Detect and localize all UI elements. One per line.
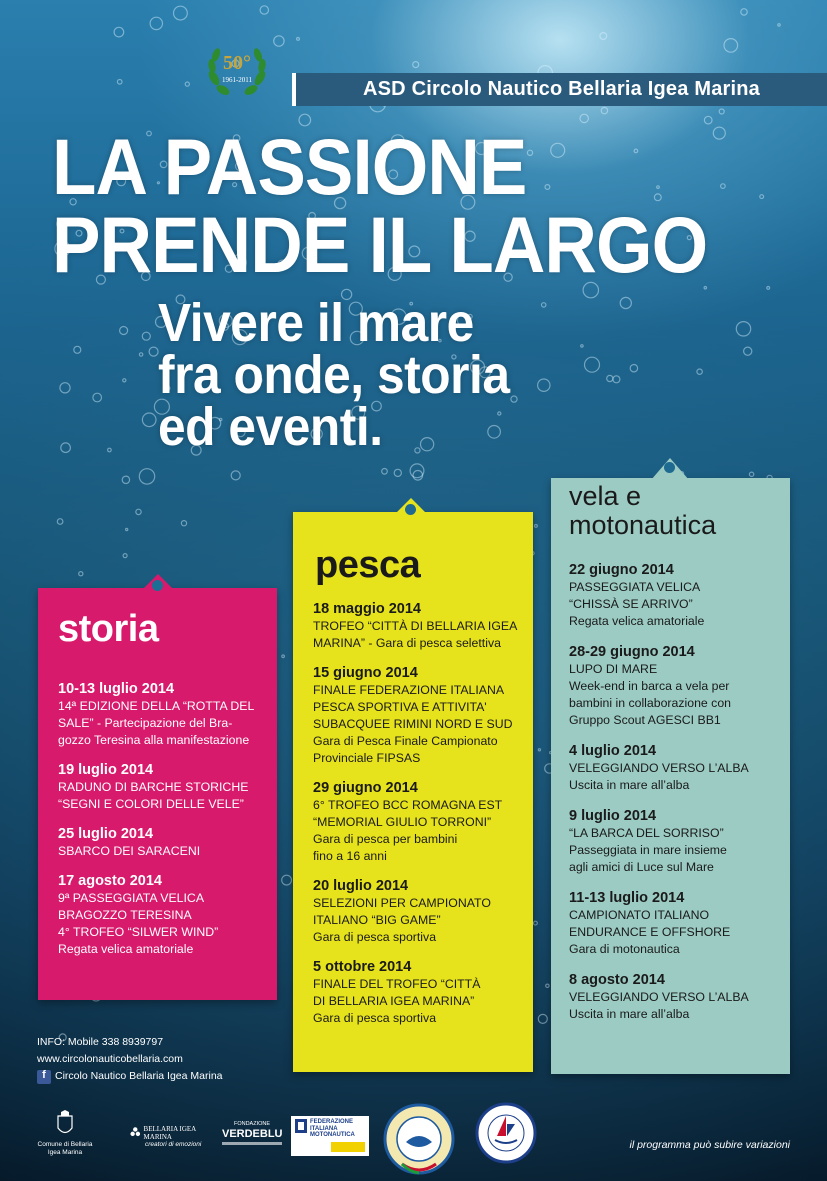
pesca-event-text: TROFEO “CITTÀ DI BELLARIA IGEA: [313, 619, 518, 633]
vela-event: [569, 889, 787, 958]
vela-event-date: 11-13 luglio 2014: [569, 890, 685, 906]
bubble: [601, 107, 607, 113]
bubble: [142, 332, 150, 340]
vela-event-date: 22 giugno 2014: [569, 562, 674, 578]
pesca-event-text: DI BELLARIA IGEA MARINA”: [313, 994, 475, 1008]
storia-event: [58, 680, 273, 749]
storia-tag: [38, 588, 277, 1000]
vela-event-text: bambini in collaborazione con: [569, 696, 732, 710]
headline-line-2: PRENDE IL LARGO: [52, 200, 708, 289]
bubble: [274, 36, 284, 46]
verdeblu-label: VERDEBLU: [222, 1128, 283, 1140]
bubble: [74, 346, 81, 353]
headline-line-1: LA PASSIONE: [52, 122, 527, 211]
pesca-event-text: Gara di pesca per bambini: [313, 832, 458, 846]
vela-event: [569, 807, 787, 876]
bubble: [282, 875, 292, 885]
fim-line-1: FEDERAZIONE: [310, 1119, 354, 1125]
anniversary-number: 50°: [223, 52, 251, 74]
pesca-event: [313, 779, 531, 865]
subheadline-line-1: Vivere il mare: [158, 293, 474, 353]
bubble: [114, 27, 124, 37]
storia-event-text: 4° TROFEO “SILWER WIND”: [58, 925, 219, 939]
bubble: [413, 471, 423, 481]
bubble: [741, 9, 747, 15]
storia-event-text: “SEGNI E COLORI DELLE VELE”: [58, 797, 244, 811]
storia-tag-hole: [152, 580, 163, 591]
bubble: [382, 469, 388, 475]
bubble: [297, 38, 300, 41]
bubble: [123, 554, 127, 558]
fim-emblem-icon: [295, 1119, 307, 1133]
facebook-link[interactable]: [37, 1068, 223, 1085]
fim-line-2: ITALIANA: [310, 1125, 338, 1132]
bubble: [538, 1014, 547, 1023]
vela-event-text: VELEGGIANDO VERSO L’ALBA: [569, 990, 749, 1004]
info-website[interactable]: www.circolonauticobellaria.com: [37, 1053, 183, 1065]
vela-title-line-2: motonautica: [569, 510, 717, 540]
facebook-icon: f: [37, 1070, 51, 1084]
bubble: [231, 471, 240, 480]
bubble: [139, 469, 154, 484]
subheadline: [158, 293, 673, 457]
bellaria-brand: BELLARIA IGEA MARINA: [143, 1125, 196, 1141]
bubble: [122, 476, 129, 483]
bubble: [150, 17, 162, 29]
bubble: [136, 509, 141, 514]
vela-tag: [551, 478, 790, 1074]
bubble: [57, 519, 63, 525]
sponsor-fipsas: [382, 1102, 456, 1176]
vela-event-text: PASSEGGIATA VELICA: [569, 580, 701, 594]
pesca-event-date: 15 giugno 2014: [313, 665, 418, 681]
assonautica-seal-icon: [475, 1102, 537, 1164]
bubble: [260, 6, 268, 14]
pesca-event-date: 5 ottobre 2014: [313, 959, 412, 975]
bellaria-flower-icon: [130, 1126, 141, 1140]
bubble: [174, 6, 188, 20]
vela-event-text: Passeggiata in mare insieme: [569, 843, 727, 857]
bubble: [538, 749, 540, 751]
anniversary-years: 1961-2011: [221, 76, 253, 84]
fipsas-seal-icon: [382, 1102, 456, 1176]
comune-label: Comune di Bellaria Igea Marina: [37, 1141, 93, 1156]
vela-event-text: VELEGGIANDO VERSO L’ALBA: [569, 761, 749, 775]
fim-yellow-stripe: [331, 1142, 365, 1152]
bubble: [736, 322, 750, 336]
vela-event-text: Uscita in mare all’alba: [569, 1007, 690, 1021]
vela-tag-hole: [664, 462, 675, 473]
pesca-event-text: 6° TROFEO BCC ROMAGNA EST: [313, 798, 503, 812]
vela-event-date: 4 luglio 2014: [569, 743, 657, 759]
bubble: [394, 469, 401, 476]
storia-event: [58, 872, 273, 958]
storia-event-text: SALE” - Partecipazione del Bra-: [58, 716, 233, 730]
bubble: [61, 443, 71, 453]
subheadline-line-2: fra onde, storia: [158, 345, 510, 405]
sponsor-fim: [291, 1116, 369, 1156]
pesca-event-text: Gara di pesca sportiva: [313, 1011, 437, 1025]
storia-event: [58, 825, 273, 860]
sponsor-bellaria: [130, 1125, 216, 1149]
storia-event-date: 10-13 luglio 2014: [58, 681, 175, 697]
pesca-event: [313, 600, 531, 652]
vela-event-text: CAMPIONATO ITALIANO: [569, 908, 710, 922]
sponsor-comune: [34, 1110, 96, 1157]
pesca-event: [313, 958, 531, 1027]
bubble: [108, 448, 112, 452]
pesca-event-text: FINALE DEL TROFEO “CITTÀ: [313, 977, 481, 991]
pesca-tag: [293, 512, 533, 1072]
bubble: [721, 184, 726, 189]
storia-event-date: 25 luglio 2014: [58, 826, 154, 842]
pesca-event-text: MARINA” - Gara di pesca selettiva: [313, 636, 501, 650]
sponsor-verdeblu: [222, 1120, 282, 1145]
vela-event-text: agli amici di Luce sul Mare: [569, 860, 714, 874]
bubble: [93, 393, 102, 402]
bubble: [185, 82, 189, 86]
storia-event-date: 17 agosto 2014: [58, 873, 162, 889]
pesca-title: pesca: [315, 544, 421, 586]
bubble: [123, 379, 126, 382]
bubble: [282, 655, 285, 658]
program-note: il programma può subire variazioni: [629, 1139, 790, 1151]
vela-event-date: 28-29 giugno 2014: [569, 644, 695, 660]
bubble: [60, 383, 70, 393]
pesca-event-date: 18 maggio 2014: [313, 601, 421, 617]
pesca-tag-hole: [405, 504, 416, 515]
vela-event-text: ENDURANCE E OFFSHORE: [569, 925, 731, 939]
bubble: [142, 413, 156, 427]
pesca-event-text: SELEZIONI PER CAMPIONATO: [313, 896, 491, 910]
bubble: [535, 525, 538, 528]
bubble: [534, 921, 538, 925]
pesca-event-date: 29 giugno 2014: [313, 780, 418, 796]
association-banner: [292, 73, 827, 106]
vela-event: [569, 561, 787, 630]
vela-event-text: “LA BARCA DEL SORRISO”: [569, 826, 724, 840]
vela-event-date: 9 luglio 2014: [569, 808, 657, 824]
bubble: [778, 24, 780, 26]
pesca-event-text: Gara di Pesca Finale Campionato: [313, 734, 498, 748]
bubble: [600, 33, 607, 40]
verdeblu-underline: [222, 1142, 282, 1145]
bubble: [580, 114, 588, 122]
pesca-event-date: 20 luglio 2014: [313, 878, 409, 894]
bubble: [724, 39, 738, 53]
pesca-event-text: Provinciale FIPSAS: [313, 751, 421, 765]
association-name: ASD Circolo Nautico Bellaria Igea Marina: [363, 78, 760, 100]
storia-event-text: SBARCO DEI SARACENI: [58, 844, 201, 858]
pesca-event-text: Gara di pesca sportiva: [313, 930, 437, 944]
sponsor-assonautica: [475, 1102, 537, 1164]
bubble: [704, 116, 712, 124]
pesca-event-text: “MEMORIAL GIULIO TORRONI”: [313, 815, 492, 829]
pesca-event-text: ITALIANO “BIG GAME”: [313, 913, 441, 927]
vela-event-text: Gara di motonautica: [569, 942, 680, 956]
bubble: [181, 521, 186, 526]
bubble: [546, 984, 549, 987]
vela-event-text: Uscita in mare all’alba: [569, 778, 690, 792]
vela-event-text: Regata velica amatoriale: [569, 614, 705, 628]
pesca-event: [313, 664, 531, 767]
facebook-label: Circolo Nautico Bellaria Igea Marina: [55, 1070, 223, 1082]
fim-line-3: MOTONAUTICA: [310, 1132, 355, 1138]
fondazione-label: FONDAZIONE: [233, 1121, 271, 1127]
vela-event: [569, 643, 787, 729]
bubble: [697, 369, 702, 374]
pesca-event-text: SUBACQUEE RIMINI NORD E SUD: [313, 717, 513, 731]
anniversary-logo: [204, 38, 270, 104]
storia-event-text: 14ª EDIZIONE DELLA “ROTTA DEL: [58, 699, 255, 713]
vela-events: [569, 561, 787, 1036]
bubble: [719, 109, 724, 114]
storia-event-text: Regata velica amatoriale: [58, 942, 194, 956]
storia-events: [58, 680, 273, 970]
bubble: [117, 80, 122, 85]
bubble: [713, 127, 725, 139]
contact-info: [37, 1034, 223, 1085]
pesca-events: [313, 600, 531, 1039]
bubble: [760, 195, 764, 199]
bubble: [126, 528, 128, 530]
bubble: [413, 62, 419, 68]
bubble: [139, 353, 142, 356]
vela-event-text: Week-end in barca a vela per: [569, 679, 730, 693]
vela-title-line-1: vela e: [569, 481, 642, 511]
storia-event-date: 19 luglio 2014: [58, 762, 154, 778]
vela-title: [569, 482, 716, 540]
bubble: [767, 287, 770, 290]
vela-event-text: Gruppo Scout AGESCI BB1: [569, 713, 721, 727]
storia-event: [58, 761, 273, 813]
bubble: [149, 347, 158, 356]
storia-title: storia: [58, 608, 159, 650]
storia-event-text: 9ª PASSEGGIATA VELICA: [58, 891, 205, 905]
bellaria-tagline: creatori di emozioni: [145, 1141, 202, 1148]
headline: [52, 122, 714, 289]
storia-event-text: gozzo Teresina alla manifestazione: [58, 733, 250, 747]
subheadline-line-3: ed eventi.: [158, 397, 383, 457]
info-phone: INFO: Mobile 338 8939797: [37, 1036, 164, 1048]
pesca-event: [313, 877, 531, 946]
vela-event-text: LUPO DI MARE: [569, 662, 658, 676]
comune-crest-icon: [56, 1110, 74, 1138]
vela-event: [569, 742, 787, 794]
pesca-event-text: FINALE FEDERAZIONE ITALIANA: [313, 683, 505, 697]
vela-event-text: “CHISSÀ SE ARRIVO”: [569, 597, 693, 611]
vela-event: [569, 971, 787, 1023]
storia-event-text: RADUNO DI BARCHE STORICHE: [58, 780, 249, 794]
bubble: [410, 464, 424, 478]
pesca-event-text: fino a 16 anni: [313, 849, 387, 863]
storia-event-text: BRAGOZZO TERESINA: [58, 908, 192, 922]
vela-event-date: 8 agosto 2014: [569, 972, 665, 988]
pesca-event-text: PESCA SPORTIVA E ATTIVITA': [313, 700, 487, 714]
bubble: [744, 347, 752, 355]
bubble: [120, 327, 128, 335]
